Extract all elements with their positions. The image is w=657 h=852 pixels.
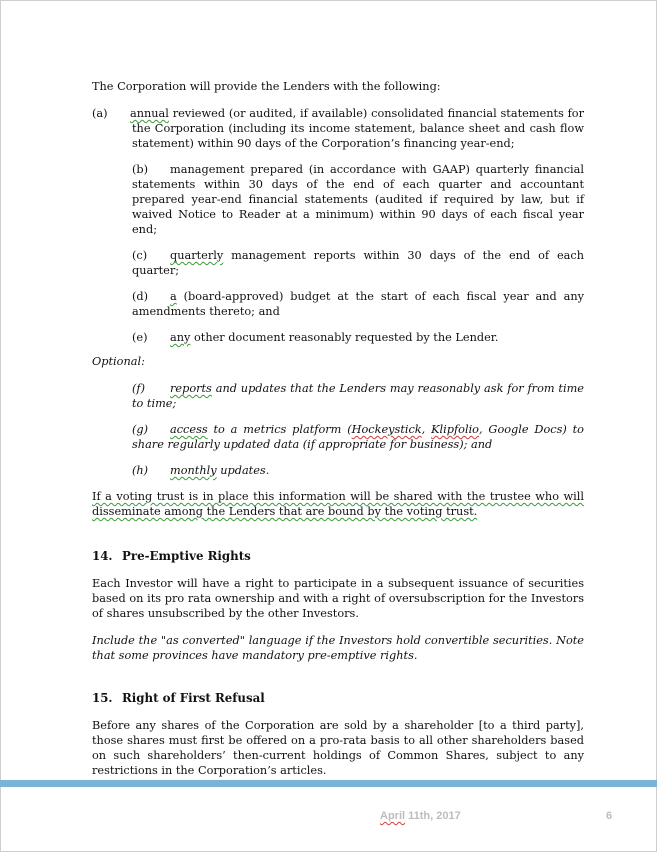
item-text: and updates that the Lenders may reasonably ask for from time to time; [132, 382, 584, 410]
item-text-tail: , Google Docs) to share regularly updated data (if appropriate for business); and [132, 423, 584, 451]
footer-date-month: April [380, 810, 406, 822]
product-name-hockeystick: Hockeystick [351, 423, 422, 436]
list-item [92, 162, 584, 237]
item-tag: (h) [132, 464, 149, 477]
section-15-heading [92, 691, 584, 706]
list-item [92, 422, 584, 452]
item-first-word: annual [130, 107, 169, 120]
list-item [92, 381, 584, 411]
item-text: reviewed (or audited, if available) consolidated financial statements for the Corporation (including its income statement, balance sheet and cash flow statement) within 90 days of the Corporation’s financing year-end; [132, 107, 584, 150]
required-items-list [92, 106, 584, 345]
item-first-word: reports [170, 382, 212, 395]
footer-date-rest: 11th, 2017 [405, 810, 461, 822]
item-tag: (e) [132, 331, 148, 344]
item-first-word: access [170, 423, 208, 436]
item-first-word: quarterly [170, 249, 224, 262]
item-text-sep: , [421, 423, 432, 436]
footer-date [380, 810, 461, 822]
list-item [92, 248, 584, 278]
section-number: 15. [92, 691, 113, 705]
item-tag: (f) [132, 382, 145, 395]
document-body [92, 79, 584, 790]
item-tag: (c) [132, 249, 148, 262]
product-name-klipfolio: Klipfolio [431, 423, 479, 436]
item-tag: (a) [92, 107, 108, 120]
voting-trust-note [92, 489, 584, 519]
section-15-body: Before any shares of the Corporation are sold by a shareholder [to a third party], those shares must first be offered on a pro-rata basis to all other shareholders based on such shareholders’ then-current holdings of Common Shares, subject to any restrictions in the Corporation’s articles. [92, 719, 584, 777]
optional-items-list [92, 381, 584, 478]
item-text: (board-approved) budget at the start of each fiscal year and any amendments thereto; and [132, 290, 584, 318]
item-text: management reports within 30 days of the end of each quarter; [132, 249, 584, 277]
item-text: updates. [216, 464, 270, 477]
section-title: Pre-Emptive Rights [122, 549, 251, 563]
item-tag: (b) [132, 163, 149, 176]
item-first-word: monthly [170, 464, 217, 477]
item-tag: (g) [132, 423, 149, 436]
item-first-word: a [170, 290, 177, 303]
list-item [92, 106, 584, 151]
section-14-note: Include the "as converted" language if the Investors hold convertible securities. Note that some provinces have mandatory pre-emptive rights. [92, 634, 584, 662]
section-title: Right of First Refusal [122, 691, 265, 705]
list-item [92, 330, 584, 345]
section-14-heading [92, 549, 584, 564]
list-item [92, 289, 584, 319]
item-tag: (d) [132, 290, 149, 303]
list-item [92, 463, 584, 478]
intro-text: The Corporation will provide the Lenders with the following: [92, 80, 441, 93]
page-number: 6 [606, 810, 613, 822]
section-14-body: Each Investor will have a right to participate in a subsequent issuance of securities based on its pro rata ownership and with a right of oversubscription for the Investors of shares unsubscribed by the other Investors. [92, 577, 584, 620]
footer-bar [0, 780, 657, 787]
optional-label: Optional: [92, 355, 145, 368]
item-first-word: any [170, 331, 191, 344]
item-text: other document reasonably requested by the Lender. [190, 331, 499, 344]
item-text: management prepared (in accordance with GAAP) quarterly financial statements within 30 days of the end of each quarter and accountant prepared year-end financial statements (audited if required by law, but if waived Notice to Reader at a minimum) within 90 days of each fiscal year end; [132, 163, 584, 236]
item-text: to a metrics platform ( [207, 423, 352, 436]
voting-trust-text: If a voting trust is in place this information will be shared with the trustee who will disseminate among the Lenders that are bound by the voting trust. [92, 490, 584, 518]
section-number: 14. [92, 549, 113, 563]
